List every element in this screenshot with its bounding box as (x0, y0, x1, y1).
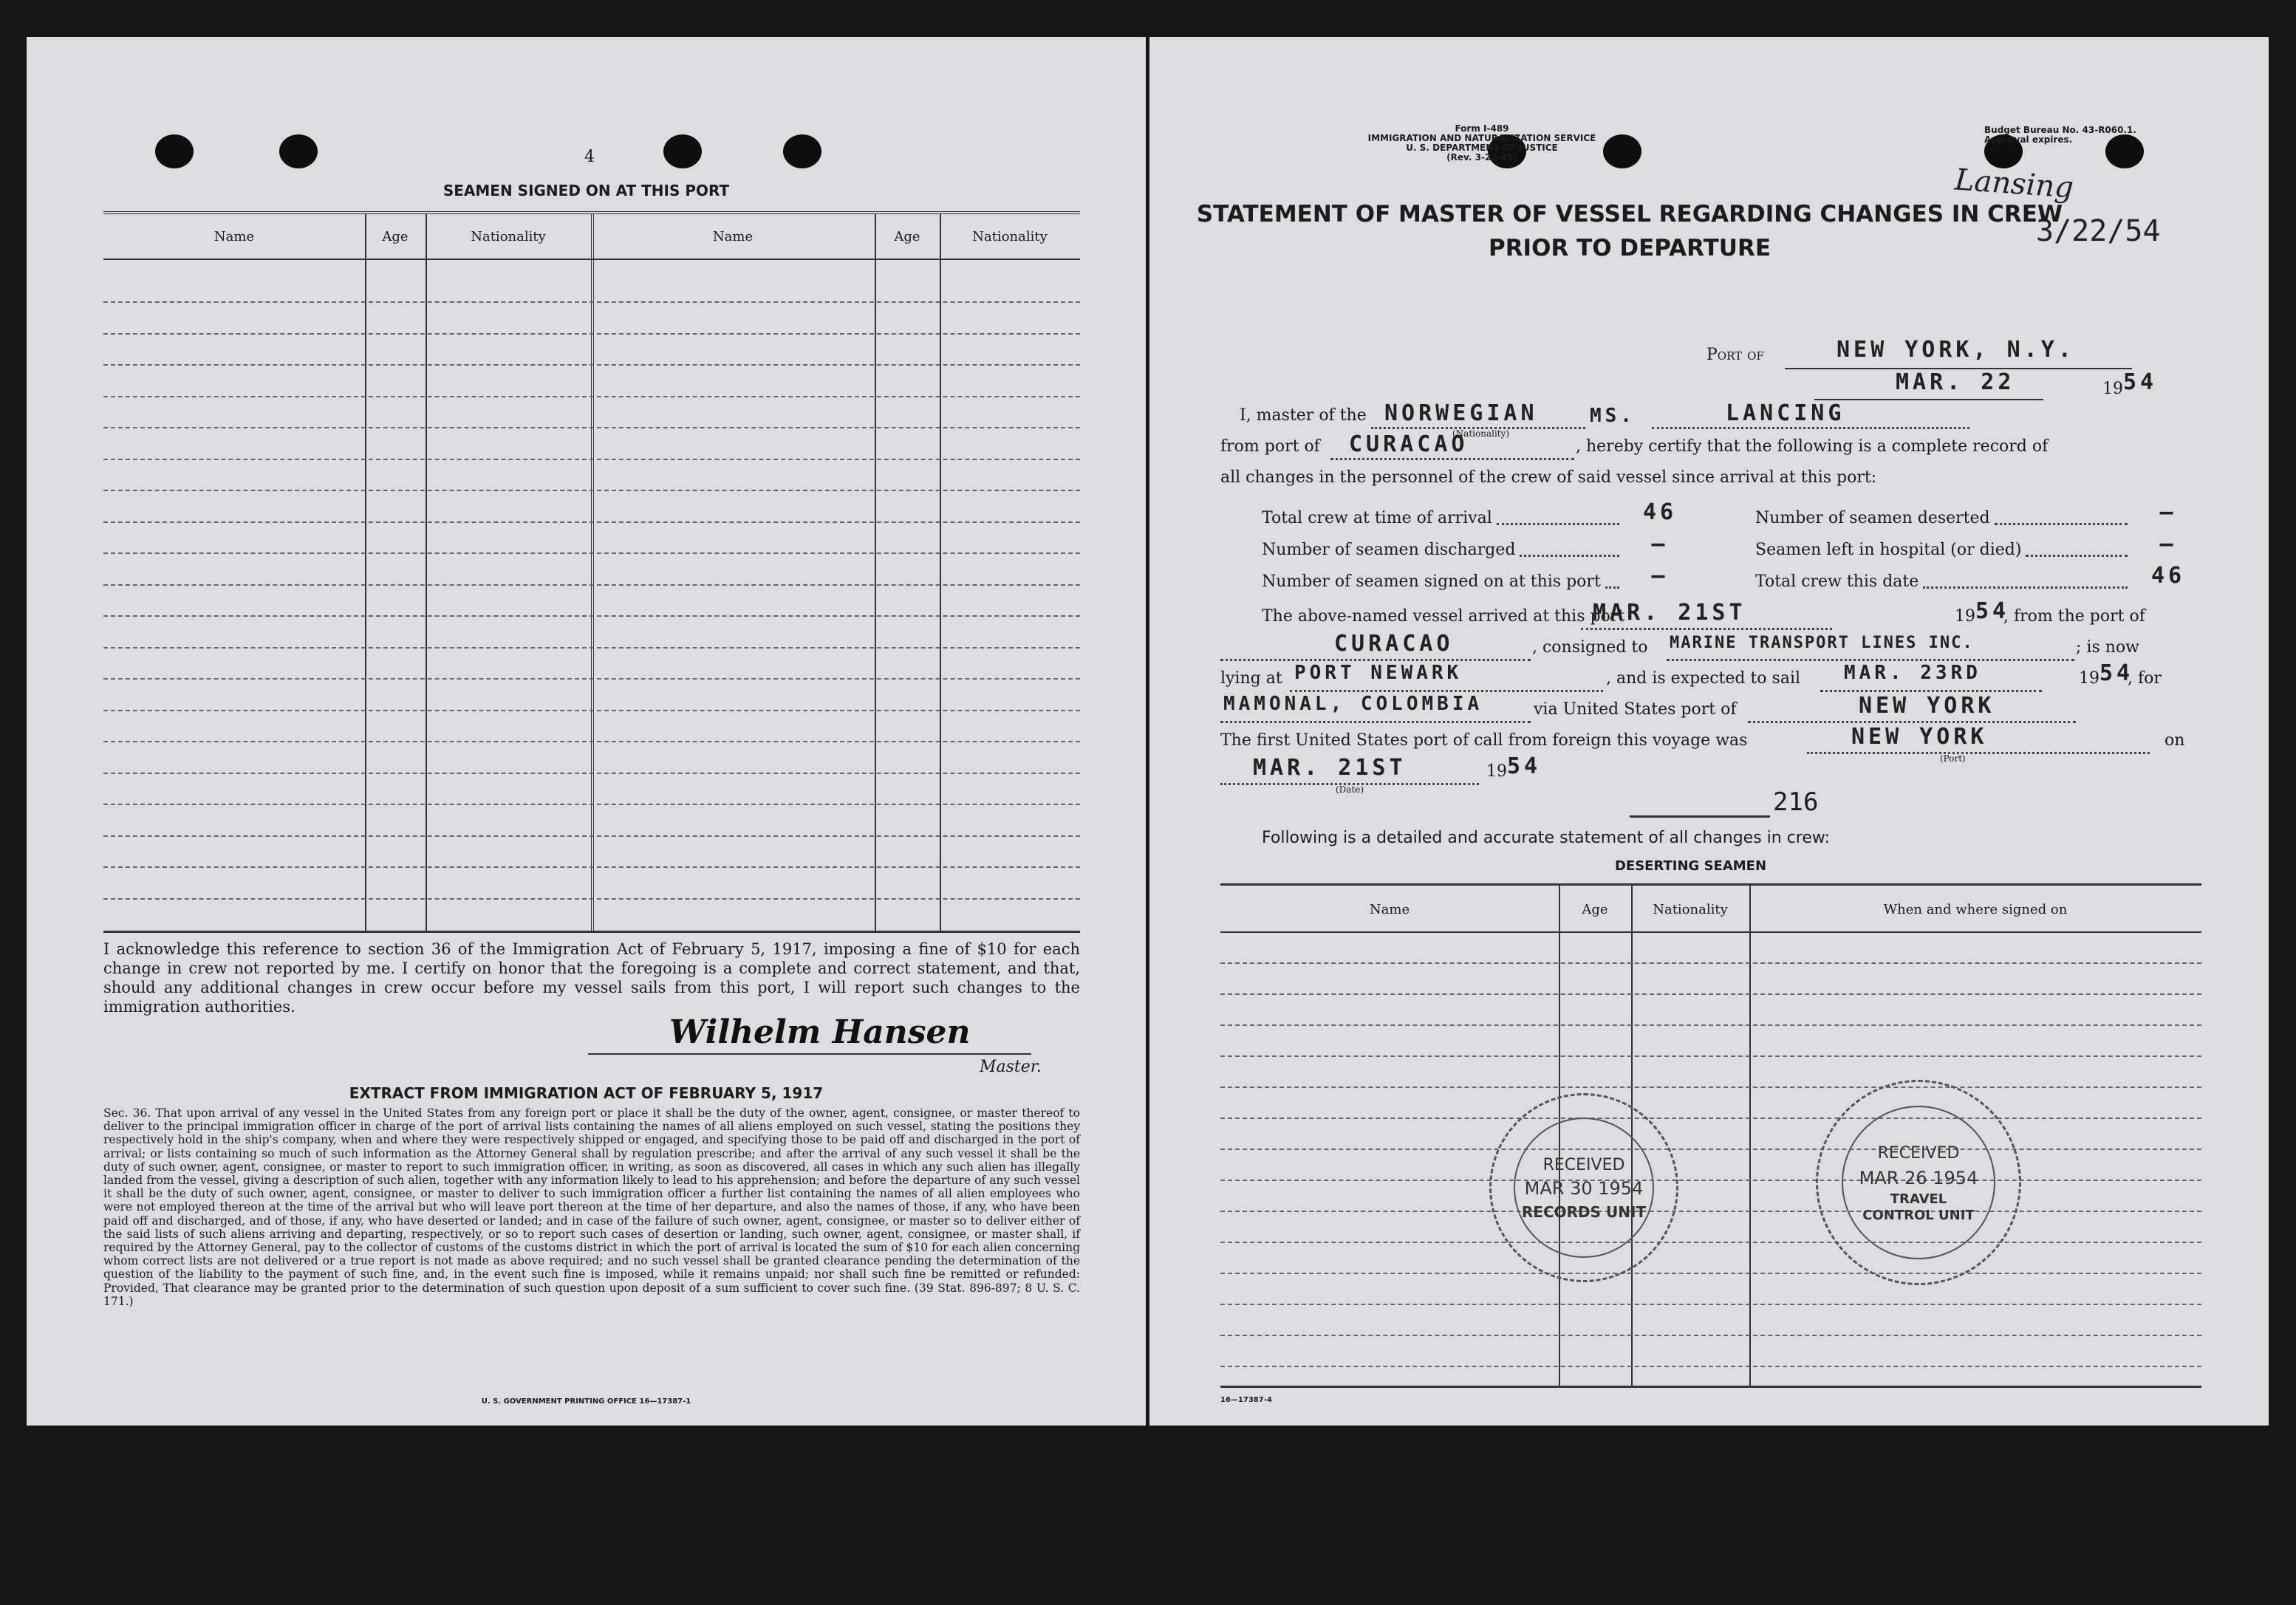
serial-number: 216 (1773, 787, 1819, 817)
year-prefix: 19 (2102, 380, 2123, 398)
form-header (1297, 124, 1667, 162)
from-port-value: CURACAO (1349, 431, 1469, 457)
stat-label: Seamen left in hospital (or died) (1755, 541, 2022, 559)
table-row (1220, 1242, 2201, 1243)
column-header-age: Age (894, 229, 920, 244)
port-of-label: Port of (1706, 346, 1764, 364)
punch-hole (155, 134, 194, 168)
arrived-date: MAR. 21ST (1593, 600, 1746, 626)
right-page (1149, 37, 2269, 1426)
table-row (1220, 1024, 2201, 1026)
stat-value: — (2159, 499, 2177, 525)
stamp-received-label: RECEIVED (1542, 1156, 1625, 1174)
destination: MAMONAL, COLOMBIA (1223, 693, 1483, 715)
lying-at-value: PORT NEWARK (1294, 662, 1463, 684)
column-header-name: Name (712, 229, 754, 244)
table-row (103, 584, 1080, 586)
form-title: STATEMENT OF MASTER OF VESSEL REGARDING CHANGES IN CREW (1196, 201, 2063, 227)
budget-number: Budget Bureau No. 43-R060.1. (1984, 125, 2136, 135)
via-label: via United States port of (1534, 700, 1737, 719)
table-row (103, 647, 1080, 648)
master-label: Master. (980, 1058, 1042, 1076)
punch-hole (279, 134, 318, 168)
first-year: 54 (1507, 753, 1542, 779)
date-caption: (Date) (1336, 784, 1364, 795)
table-row (103, 364, 1080, 366)
stat-value: 46 (1642, 499, 1678, 525)
arrived-label: The above-named vessel arrived at this port (1262, 607, 1625, 626)
table-row (1220, 1180, 2201, 1181)
department-line: U. S. DEPARTMENT OF JUSTICE (1406, 143, 1558, 153)
stat-row (1755, 534, 2132, 566)
handwritten-annotation-date: 3/22/54 (2036, 214, 2161, 248)
first-port-label: The first United States port of call from foreign this voyage was (1220, 731, 1748, 750)
date-value: MAR. 22 (1896, 369, 2015, 395)
from-port-label: from port of (1220, 437, 1320, 456)
form-id: Form I-489 (1455, 123, 1509, 134)
consignee: MARINE TRANSPORT LINES INC. (1670, 634, 1974, 652)
page-number: 4 (584, 148, 595, 166)
acknowledgement-text: I acknowledge this reference to section 36 of the Immigration Act of February 5, 1917, imposing a fine of $10 for each change in crew not reported by me. I certify on honor that the foregoing is a complete and correct statement, and that, should any additional changes in crew occur before my vessel sails from this port, I will report such changes to the immigration authorities. (103, 940, 1080, 1016)
expected-label: , and is expected to sail (1606, 669, 1801, 688)
table-row (1220, 1118, 2201, 1119)
stat-label: Number of seamen discharged (1262, 541, 1516, 559)
revision-date: (Rev. 3-22-45) (1446, 152, 1517, 162)
first-port-value: NEW YORK (1851, 724, 1988, 750)
stat-value: — (1651, 563, 1669, 589)
stamp-unit: TRAVEL CONTROL UNIT (1862, 1191, 1975, 1223)
port-of-value: NEW YORK, N.Y. (1837, 337, 2075, 363)
column-header-nationality: Nationality (1653, 902, 1728, 917)
received-stamp (1816, 1080, 2021, 1285)
for-label: , for (2128, 669, 2162, 688)
stats-left (1262, 502, 1624, 598)
year-value: 54 (2123, 369, 2158, 395)
agency-line: IMMIGRATION AND NATURALIZATION SERVICE (1367, 133, 1596, 143)
column-header-age: Age (1582, 902, 1608, 917)
stat-row (1755, 566, 2132, 598)
table-row (103, 427, 1080, 428)
table-row (1220, 1211, 2201, 1212)
table-row (103, 710, 1080, 711)
signed-on-table (103, 211, 1080, 933)
all-changes-text: all changes in the personnel of the crew of said vessel since arrival at this port: (1220, 468, 1877, 487)
stat-label: Number of seamen signed on at this port (1262, 572, 1601, 591)
left-page (27, 37, 1146, 1426)
table-row (103, 678, 1080, 680)
received-stamp (1489, 1093, 1678, 1282)
printing-office-footer: U. S. GOVERNMENT PRINTING OFFICE 16—17387-1 (481, 1397, 691, 1406)
table-row (1220, 1366, 2201, 1367)
from-port-2: CURACAO (1334, 631, 1454, 657)
vessel-type: MS. (1590, 405, 1636, 427)
master-of-label: I, master of the (1240, 406, 1367, 425)
table-row (1220, 993, 2201, 995)
sail-date: MAR. 23RD (1844, 662, 1981, 684)
table-row (1220, 1086, 2201, 1088)
stamp-received-label: RECEIVED (1877, 1144, 1960, 1163)
stamp-date: MAR 30 1954 (1524, 1178, 1644, 1199)
column-header-name: Name (213, 229, 255, 244)
table-row (1220, 962, 2201, 964)
form-footer: 16—17387-4 (1220, 1396, 1272, 1404)
column-header-when-where: When and where signed on (1883, 902, 2068, 917)
master-signature: Wilhelm Hansen (669, 1013, 971, 1051)
table-row (103, 396, 1080, 397)
sail-year: 54 (2099, 660, 2134, 686)
stat-value: — (1651, 531, 1669, 557)
table-row (103, 898, 1080, 900)
table-row (1220, 1273, 2201, 1274)
stat-value: 46 (2150, 563, 2186, 589)
section-title: SEAMEN SIGNED ON AT THIS PORT (443, 182, 730, 199)
form-subtitle: PRIOR TO DEPARTURE (1488, 235, 1771, 261)
sail-year-prefix: 19 (2079, 669, 2099, 688)
deserting-table (1220, 883, 2201, 1388)
port-caption: (Port) (1940, 753, 1966, 764)
table-row (103, 459, 1080, 460)
extract-title: EXTRACT FROM IMMIGRATION ACT OF FEBRUARY 5, 1917 (349, 1084, 824, 1102)
arrived-year-prefix: 19 (1955, 607, 1975, 626)
lying-at-label: lying at (1220, 669, 1282, 688)
table-row (103, 804, 1080, 805)
table-row (1220, 1055, 2201, 1057)
via-port: NEW YORK (1859, 693, 1995, 719)
stat-label: Total crew at time of arrival (1262, 509, 1492, 527)
table-row (103, 773, 1080, 774)
first-year-prefix: 19 (1486, 762, 1507, 781)
table-row (103, 552, 1080, 554)
stat-row (1262, 534, 1624, 566)
stamp-unit: RECORDS UNIT (1521, 1203, 1647, 1221)
column-header-name: Name (1369, 902, 1410, 917)
table-row (103, 490, 1080, 491)
table-row (103, 615, 1080, 617)
stats-right (1755, 502, 2132, 598)
arrived-year: 54 (1975, 598, 2010, 624)
column-header-nationality: Nationality (471, 229, 546, 244)
budget-info (1984, 126, 2136, 145)
handwritten-annotation-name: Lansing (1953, 162, 2075, 205)
stat-row (1262, 566, 1624, 598)
following-text: Following is a detailed and accurate statement of all changes in crew: (1262, 829, 1831, 847)
table-row (103, 301, 1080, 303)
table-row (103, 741, 1080, 742)
deserting-title: DESERTING SEAMEN (1614, 858, 1767, 874)
nationality-value: NORWEGIAN (1384, 400, 1538, 426)
stats-right-values (2135, 496, 2201, 592)
column-header-age: Age (382, 229, 409, 244)
from-the-port-of-label: , from the port of (2003, 607, 2145, 626)
stats-left-values (1627, 496, 1693, 592)
table-row (103, 521, 1080, 523)
certify-text: , hereby certify that the following is a complete record of (1576, 437, 2049, 456)
stamp-date: MAR 26 1954 (1859, 1168, 1978, 1188)
on-label: on (2165, 731, 2185, 750)
stat-value: — (2159, 531, 2177, 557)
stat-row (1755, 502, 2132, 534)
punch-hole (783, 134, 821, 168)
column-header-nationality: Nationality (972, 229, 1048, 244)
consigned-label: , consigned to (1532, 638, 1648, 657)
is-now-label: ; is now (2076, 638, 2139, 657)
extract-text: Sec. 36. That upon arrival of any vessel in the United States from any foreign port or place it shall be the duty of the owner, agent, consignee, or master thereof to deliver to the principal immigration officer in charge of the port of arrival lists containing the names of all aliens employed on such vessel, stating the positions they respectively hold in the ship's company, when and where they were respectively shipped or engaged, and specifying those to be paid off and discharged in the port of arrival; or lists containing so much of such information as the Attorney General shall by regulation prescribe; and after the arrival of any such vessel it shall be the duty of such owner, agent, consignee, or master to report to such immigration officer, in writing, as soon as discovered, all cases in which any such alien has illegally landed from the vessel, giving a description of such alien, together with any information likely to lead to his apprehension; and before the departure of any such vessel it shall be the duty of such owner, agent, consignee, or master to deliver to such immigration officer a further list containing the names of all alien employees who were not employed thereon at the time of the arrival but who will leave port thereon at the time of her departure, and also the names of those, if any, who have been paid off and discharged, and of those, if any, who have deserted or landed; and in case of the failure of such owner, agent, consignee, or master so to deliver either of the said lists of such aliens arriving and departing, respectively, or so to report such cases of desertion or landing, such owner, agent, consignee, or master shall, if required by the Attorney General, pay to the collector of customs of the customs district in which the port of arrival is located the sum of $10 for each alien concerning whom correct lists are not delivered or a true report is not made as above required; and no such vessel shall be granted clearance pending the determination of the question of the liability to the payment of such fine, and, in the event such fine is imposed, while it remains unpaid; nor shall such fine be remitted or refunded: Provided, That clearance may be granted prior to the determination of such question upon deposit of a sum sufficient to cover such fine. (39 Stat. 896-897; 8 U. S. C. 171.) (103, 1106, 1080, 1308)
nationality-caption: (Nationality) (1452, 428, 1510, 439)
table-row (1220, 1335, 2201, 1336)
vessel-name: LANCING (1726, 400, 1845, 426)
table-row (103, 835, 1080, 837)
table-row (1220, 1149, 2201, 1150)
first-date: MAR. 21ST (1253, 755, 1407, 781)
punch-hole (663, 134, 702, 168)
approval-line: Approval expires. (1984, 134, 2073, 145)
table-row (103, 333, 1080, 335)
stat-label: Total crew this date (1755, 572, 1919, 591)
stat-label: Number of seamen deserted (1755, 509, 1990, 527)
table-row (103, 866, 1080, 868)
stat-row (1262, 502, 1624, 534)
table-row (1220, 1304, 2201, 1305)
